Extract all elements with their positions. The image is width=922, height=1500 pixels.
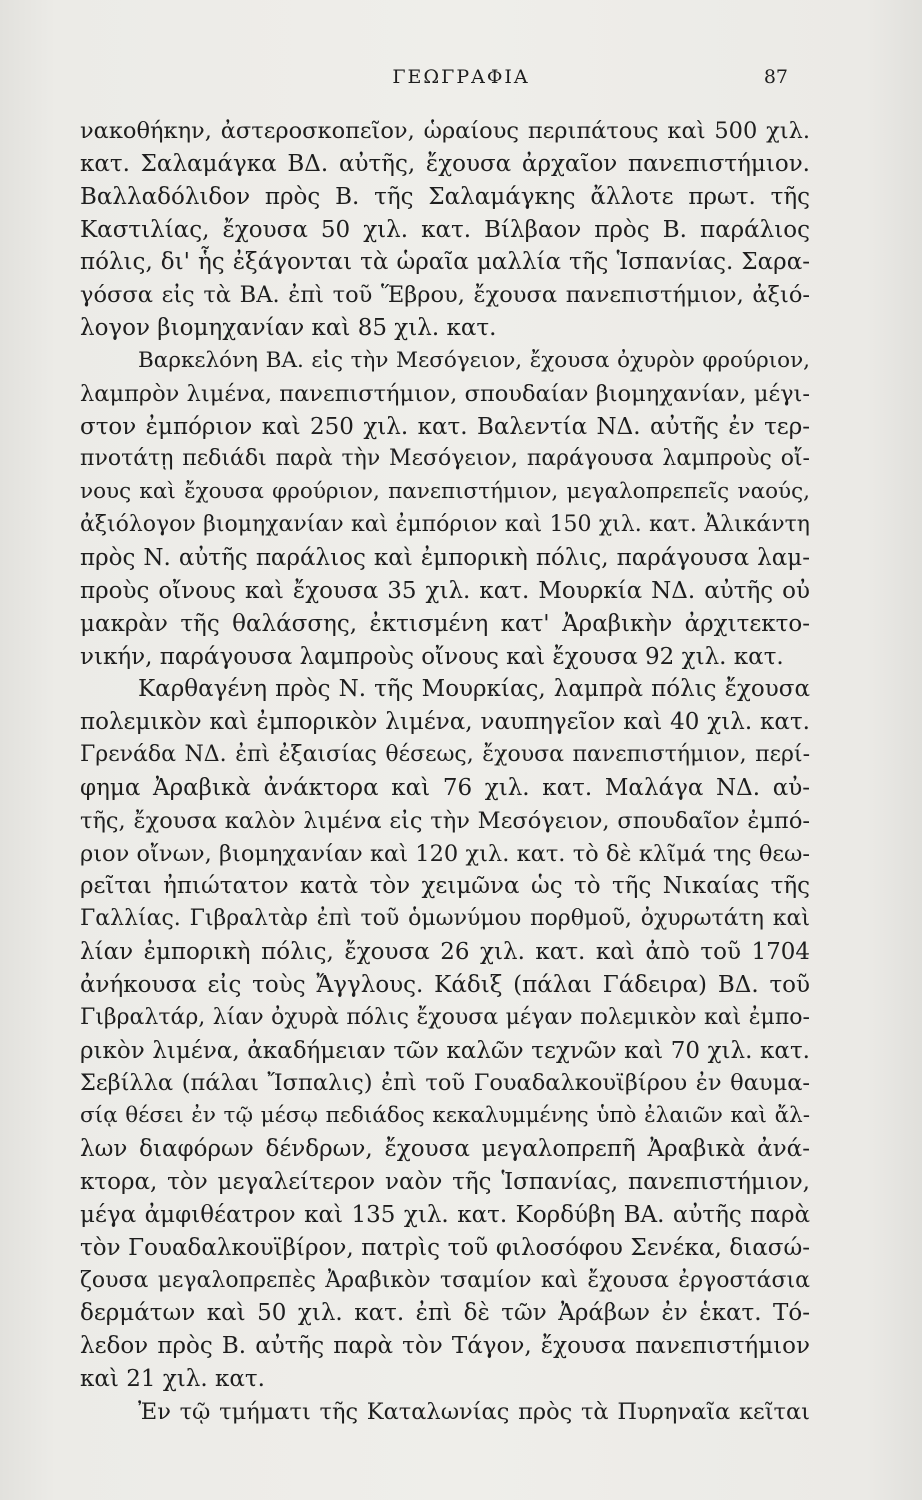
text-line: Γιβραλτάρ, λίαν ὀχυρὰ πόλις ἔχουσα μέγαν πολεμικὸν καὶ ἐμπο- [80,1004,810,1030]
text-line: γόσσα εἰς τὰ ΒΑ. ἐπὶ τοῦ Ἕβρου, ἔχουσα πανεπιστήμιον, ἀξιό- [80,282,810,309]
text-line: νους καὶ ἔχουσα φρούριον, πανεπιστήμιον, μεγαλοπρεπεῖς ναούς, [80,479,810,505]
text-line: πνοτάτῃ πεδιάδι παρὰ τὴν Μεσόγειον, παράγουσα λαμπροὺς οἴ- [80,446,810,472]
text-line: λογον βιομηχανίαν καὶ 85 χιλ. κατ. [80,315,497,342]
text-line: Γρενάδα ΝΔ. ἐπὶ ἐξαισίας θέσεως, ἔχουσα πανεπιστήμιον, περί- [80,742,810,768]
text-line: καὶ 21 χιλ. κατ. [80,1366,265,1393]
text-line: νακοθήκην, ἀστεροσκοπεῖον, ὡραίους περιπάτους καὶ 500 χιλ. [80,118,810,144]
paragraph-start-line: Ἐν τῷ τμήματι τῆς Καταλωνίας πρὸς τὰ Πυρηναῖα κεῖται [138,1398,810,1425]
text-line: λίαν ἐμπορικὴ πόλις, ἔχουσα 26 χιλ. κατ. καὶ ἀπὸ τοῦ 1704 [80,939,810,966]
text-line: φημα Ἀραβικὰ ἀνάκτορα καὶ 76 χιλ. κατ. Μαλάγα ΝΔ. αὐ- [80,774,810,801]
text-body [80,115,810,1429]
text-line: ἀνήκουσα εἰς τοὺς Ἄγγλους. Κάδιξ (πάλαι Γάδειρα) ΒΔ. τοῦ [80,971,810,998]
text-line: Γαλλίας. Γιβραλτὰρ ἐπὶ τοῦ ὁμωνύμου πορθμοῦ, ὀχυρωτάτη καὶ [80,906,810,932]
text-line: νικήν, παράγουσα λαμπροὺς οἴνους καὶ ἔχουσα 92 χιλ. κατ. [80,643,784,670]
text-line: Σεβίλλα (πάλαι Ἴσπαλις) ἐπὶ τοῦ Γουαδαλκουϊβίρου ἐν θαυμα- [80,1070,810,1097]
text-line: ἀξιόλογον βιομηχανίαν καὶ ἐμπόριον καὶ 150 χιλ. κατ. Ἀλικάντη [80,512,810,538]
text-line: κτορα, τὸν μεγαλείτερον ναὸν τῆς Ἱσπανίας, πανεπιστήμιον, [80,1169,810,1195]
text-line: προὺς οἴνους καὶ ἔχουσα 35 χιλ. κατ. Μουρκία ΝΔ. αὐτῆς οὐ [80,577,810,604]
text-line: δερμάτων καὶ 50 χιλ. κατ. ἐπὶ δὲ τῶν Ἀράβων ἐν ἑκατ. Τό- [80,1300,810,1327]
text-line: τῆς, ἔχουσα καλὸν λιμένα εἰς τὴν Μεσόγειον, σπουδαῖον ἐμπό- [80,807,810,834]
text-line: μακρὰν τῆς θαλάσσης, ἐκτισμένη κατ' Ἀραβικὴν ἀρχιτεκτο- [80,610,810,637]
text-line: τὸν Γουαδαλκουϊβίρον, πατρὶς τοῦ φιλοσόφου Σενέκα, διασώ- [80,1234,810,1261]
page-number: 87 [763,66,788,88]
text-line: ριον οἴνων, βιομηχανίαν καὶ 120 χιλ. κατ. τὸ δὲ κλῖμά της θεω- [80,840,810,867]
text-line: λων διαφόρων δένδρων, ἔχουσα μεγαλοπρεπῆ Ἀραβικὰ ἀνά- [80,1136,810,1163]
text-line: ρεῖται ἠπιώτατον κατὰ τὸν χειμῶνα ὡς τὸ τῆς Νικαίας τῆς [80,873,810,900]
text-line: πρὸς Ν. αὐτῆς παράλιος καὶ ἐμπορικὴ πόλις, παράγουσα λαμ- [80,544,810,571]
text-line: στον ἐμπόριον καὶ 250 χιλ. κατ. Βαλεντία ΝΔ. αὐτῆς ἐν τερ- [80,413,810,440]
text-line: σίᾳ θέσει ἐν τῷ μέσῳ πεδιάδος κεκαλυμμένης ὑπὸ ἐλαιῶν καὶ ἄλ- [80,1103,810,1129]
text-line: πολεμικὸν καὶ ἐμπορικὸν λιμένα, ναυπηγεῖον καὶ 40 χιλ. κατ. [80,709,810,736]
text-line: κατ. Σαλαμάγκα ΒΔ. αὐτῆς, ἔχουσα ἀρχαῖον πανεπιστήμιον. [80,150,810,177]
paragraph-start-line: Καρθαγένη πρὸς Ν. τῆς Μουρκίας, λαμπρὰ πόλις ἔχουσα [138,676,810,703]
text-line: Βαλλαδόλιδον πρὸς Β. τῆς Σαλαμάγκης ἄλλοτε πρωτ. τῆς [80,183,810,210]
text-line: λαμπρὸν λιμένα, πανεπιστήμιον, σπουδαίαν βιομηχανίαν, μέγι- [80,380,810,407]
running-title: ΓΕΩΓΡΑΦΙΑ [392,66,530,88]
text-line: πόλις, δι' ἧς ἐξάγονται τὰ ὡραῖα μαλλία τῆς Ἱσπανίας. Σαρα- [80,249,810,276]
paragraph-start-line: Βαρκελόνη ΒΑ. εἰς τὴν Μεσόγειον, ἔχουσα ὀχυρὸν φρούριον, [138,347,810,373]
text-line: ζουσα μεγαλοπρεπὲς Ἀραβικὸν τσαμίον καὶ ἔχουσα ἐργοστάσια [80,1267,810,1293]
text-line: λεδον πρὸς Β. αὐτῆς παρὰ τὸν Τάγον, ἔχουσα πανεπιστήμιον [80,1333,810,1360]
text-line: Καστιλίας, ἔχουσα 50 χιλ. κατ. Βίλβαον πρὸς Β. παράλιος [80,216,810,243]
text-line: ρικὸν λιμένα, ἀκαδήμειαν τῶν καλῶν τεχνῶν καὶ 70 χιλ. κατ. [80,1037,810,1064]
page-header [0,66,922,96]
text-line: μέγα ἀμφιθέατρον καὶ 135 χιλ. κατ. Κορδύβη ΒΑ. αὐτῆς παρὰ [80,1201,810,1228]
